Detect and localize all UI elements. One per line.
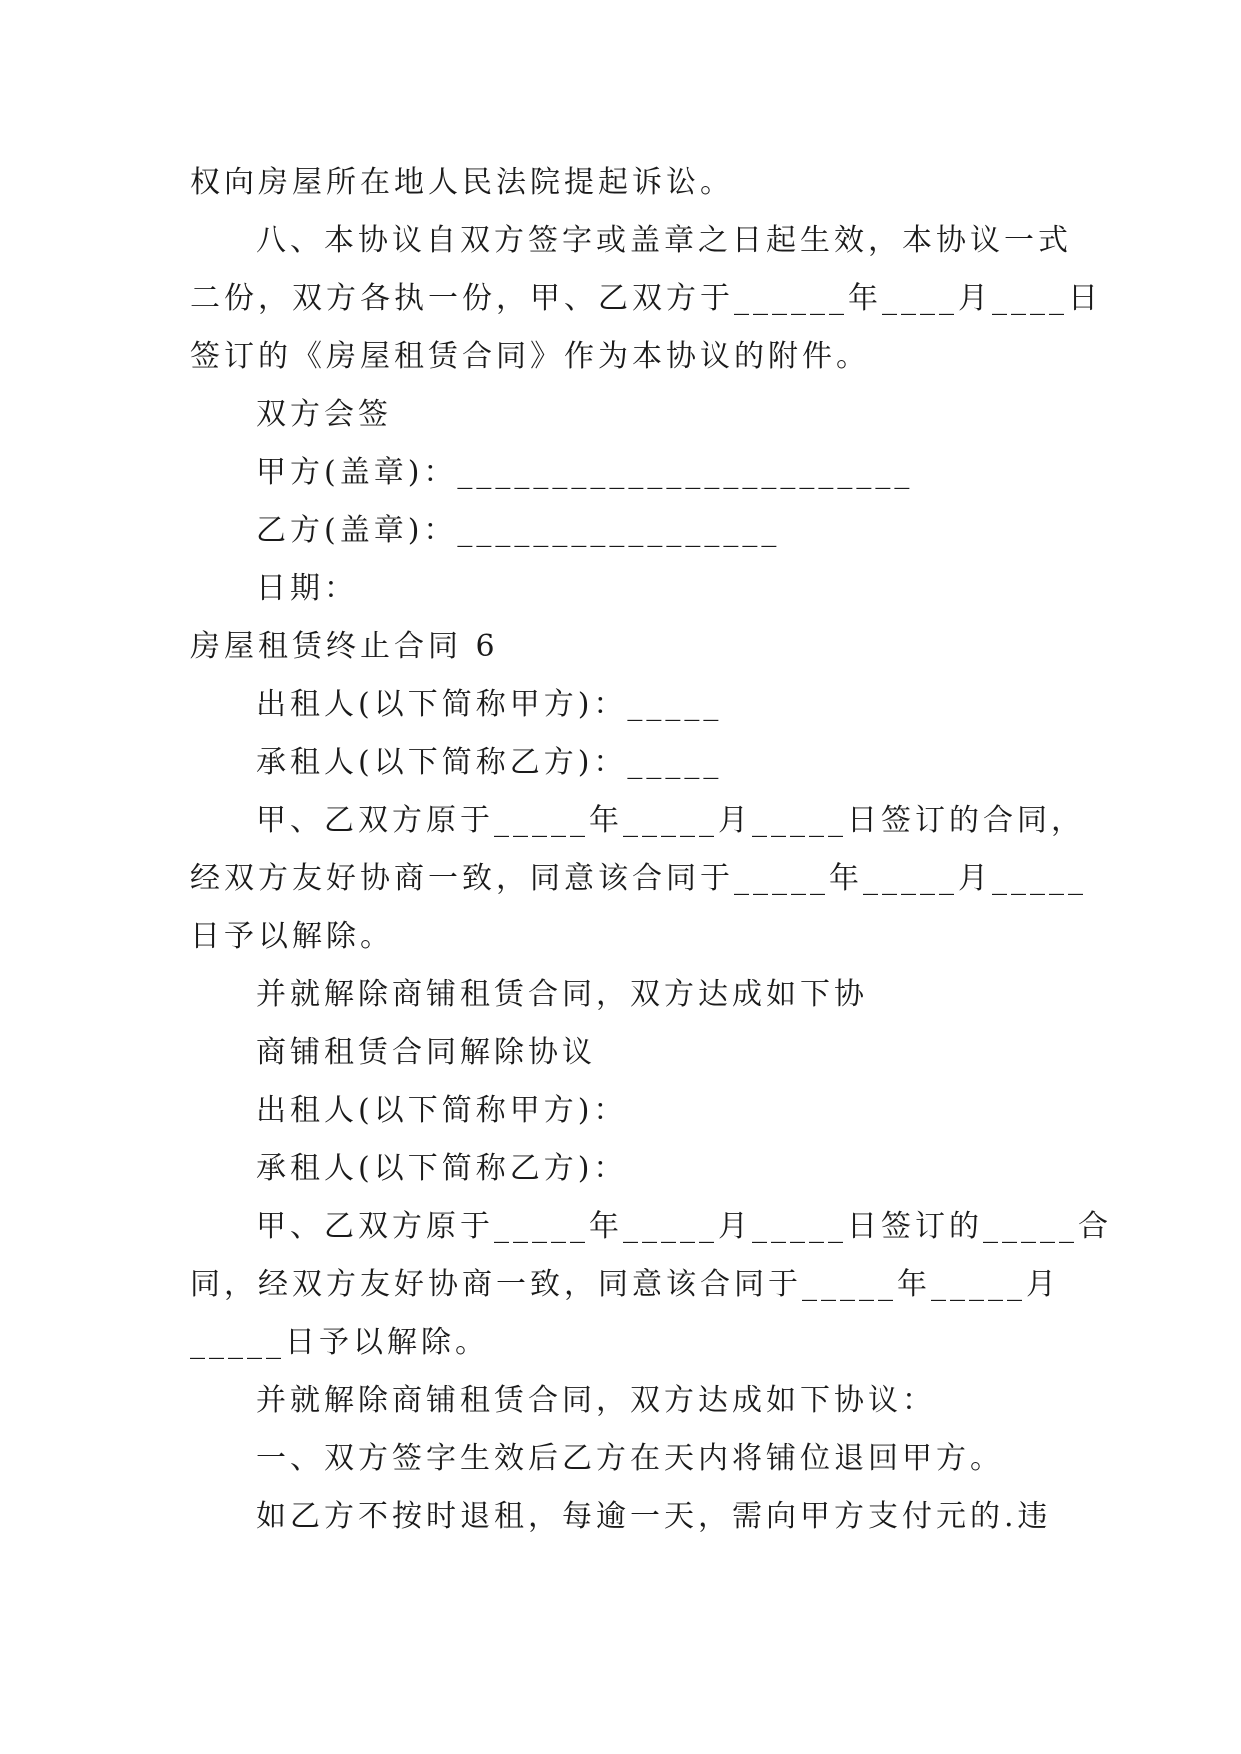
- text-line-16: 商铺租赁合同解除协议: [256, 1035, 596, 1070]
- text-line-13: 经双方友好协商一致，同意该合同于_____年_____月_____: [190, 861, 1087, 896]
- text-line-8: 日期：: [256, 571, 358, 606]
- text-line-6: 甲方(盖章)：________________________: [256, 455, 914, 490]
- text-line-18: 承租人(以下简称乙方)：: [256, 1151, 628, 1186]
- text-line-4: 签订的《房屋租赁合同》作为本协议的附件。: [190, 339, 870, 374]
- text-line-1: 权向房屋所在地人民法院提起诉讼。: [190, 165, 734, 200]
- text-line-7: 乙方(盖章)：_________________: [256, 513, 781, 548]
- text-line-21: _____日予以解除。: [190, 1325, 489, 1360]
- text-line-14: 日予以解除。: [190, 919, 394, 954]
- text-line-22: 并就解除商铺租赁合同，双方达成如下协议：: [256, 1383, 936, 1418]
- text-line-12: 甲、乙双方原于_____年_____月_____日签订的合同，: [256, 803, 1085, 838]
- text-line-10: 出租人(以下简称甲方)：_____: [256, 687, 723, 722]
- text-line-23: 一、双方签字生效后乙方在天内将铺位退回甲方。: [256, 1441, 1004, 1476]
- text-line-19: 甲、乙双方原于_____年_____月_____日签订的_____合: [256, 1209, 1112, 1244]
- text-line-15: 并就解除商铺租赁合同，双方达成如下协: [256, 977, 868, 1012]
- text-line-5: 双方会签: [256, 397, 392, 432]
- text-line-3: 二份，双方各执一份，甲、乙双方于______年____月____日: [190, 281, 1102, 316]
- text-line-20: 同，经双方友好协商一致，同意该合同于_____年_____月: [190, 1267, 1060, 1302]
- text-line-24: 如乙方不按时退租，每逾一天，需向甲方支付元的.违: [256, 1499, 1052, 1534]
- text-line-17: 出租人(以下简称甲方)：: [256, 1093, 628, 1128]
- text-line-11: 承租人(以下简称乙方)：_____: [256, 745, 723, 780]
- section-heading: 房屋租赁终止合同 6: [190, 629, 499, 664]
- text-line-2: 八、本协议自双方签字或盖章之日起生效，本协议一式: [256, 223, 1072, 258]
